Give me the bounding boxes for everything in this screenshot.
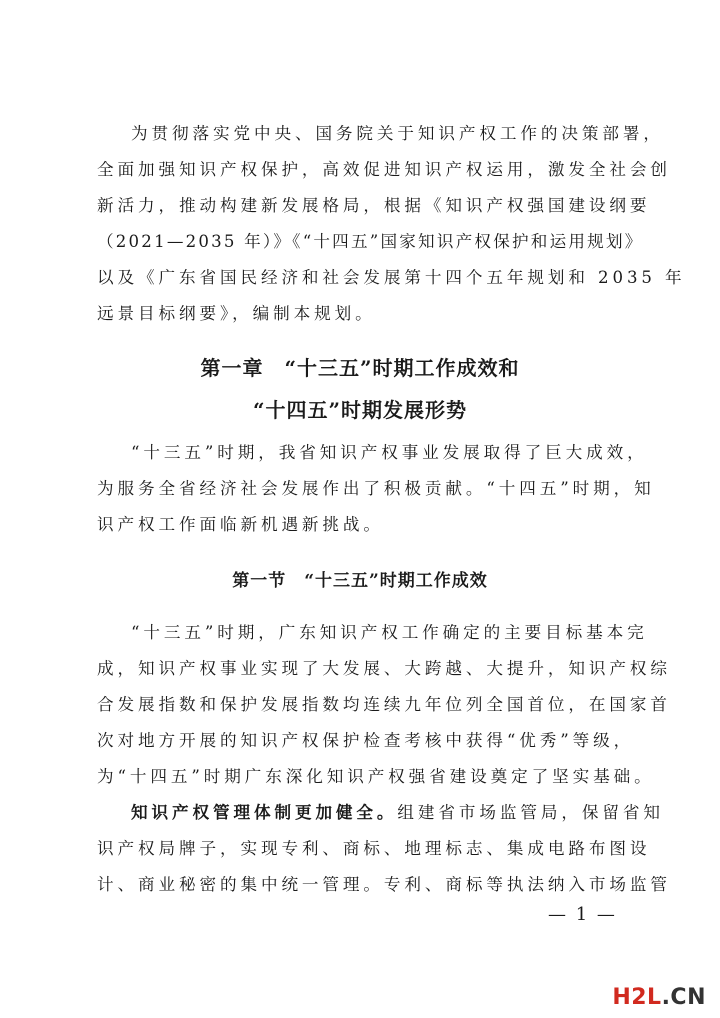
- text-line: 以及《广东省国民经济和社会发展第十四个五年规划和 2035 年: [97, 268, 686, 287]
- text-line: “十三五”时期，我省知识产权事业发展取得了巨大成效，: [131, 443, 648, 462]
- text-line: 成，知识产权事业实现了大发展、大跨越、大提升，知识产权综: [97, 659, 671, 678]
- text-line: 识产权局牌子，实现专利、商标、地理标志、集成电路布图设: [97, 839, 651, 858]
- section-title: 第一节 “十三五”时期工作成效: [232, 571, 488, 591]
- text-line: 次对地方开展的知识产权保护检查考核中获得“优秀”等级，: [97, 731, 635, 750]
- page-number: — 1 —: [548, 904, 617, 925]
- text-line: 全面加强知识产权保护，高效促进知识产权运用，激发全社会创: [97, 160, 671, 179]
- paragraph-text: 组建省市场监管局，保留省知: [397, 803, 664, 822]
- intro-paragraph: [97, 116, 686, 332]
- text-line: “十三五”时期，广东知识产权工作确定的主要目标基本完: [131, 623, 648, 642]
- section-paragraph: [97, 615, 671, 795]
- text-line: 为“十四五”时期广东深化知识产权强省建设奠定了坚实基础。: [97, 767, 655, 786]
- chapter-intro-paragraph: [97, 435, 655, 543]
- text-line: 识产权工作面临新机遇新挑战。: [97, 515, 384, 534]
- chapter-subtitle: “十四五”时期发展形势: [252, 398, 467, 422]
- watermark-logo: [612, 985, 706, 1010]
- paragraph-lead: 知识产权管理体制更加健全。: [131, 802, 398, 822]
- text-line: [97, 794, 664, 831]
- chapter-title: 第一章 “十三五”时期工作成效和: [200, 356, 520, 380]
- text-line: 合发展指数和保护发展指数均连续九年位列全国首位，在国家首: [97, 695, 671, 714]
- watermark-part: .CN: [661, 985, 706, 1010]
- watermark-part: H2L: [612, 985, 662, 1010]
- text-line: 计、商业秘密的集中统一管理。专利、商标等执法纳入市场监管: [97, 875, 671, 894]
- text-line: 远景目标纲要》，编制本规划。: [97, 304, 376, 323]
- management-paragraph: [97, 794, 671, 903]
- text-line: 为贯彻落实党中央、国务院关于知识产权工作的决策部署，: [131, 124, 664, 143]
- text-line: （2021—2035 年）》《“十四五”国家知识产权保护和运用规划》: [97, 232, 644, 251]
- text-line: 为服务全省经济社会发展作出了积极贡献。“十四五”时期，知: [97, 479, 655, 498]
- text-line: 新活力，推动构建新发展格局，根据《知识产权强国建设纲要: [97, 196, 651, 215]
